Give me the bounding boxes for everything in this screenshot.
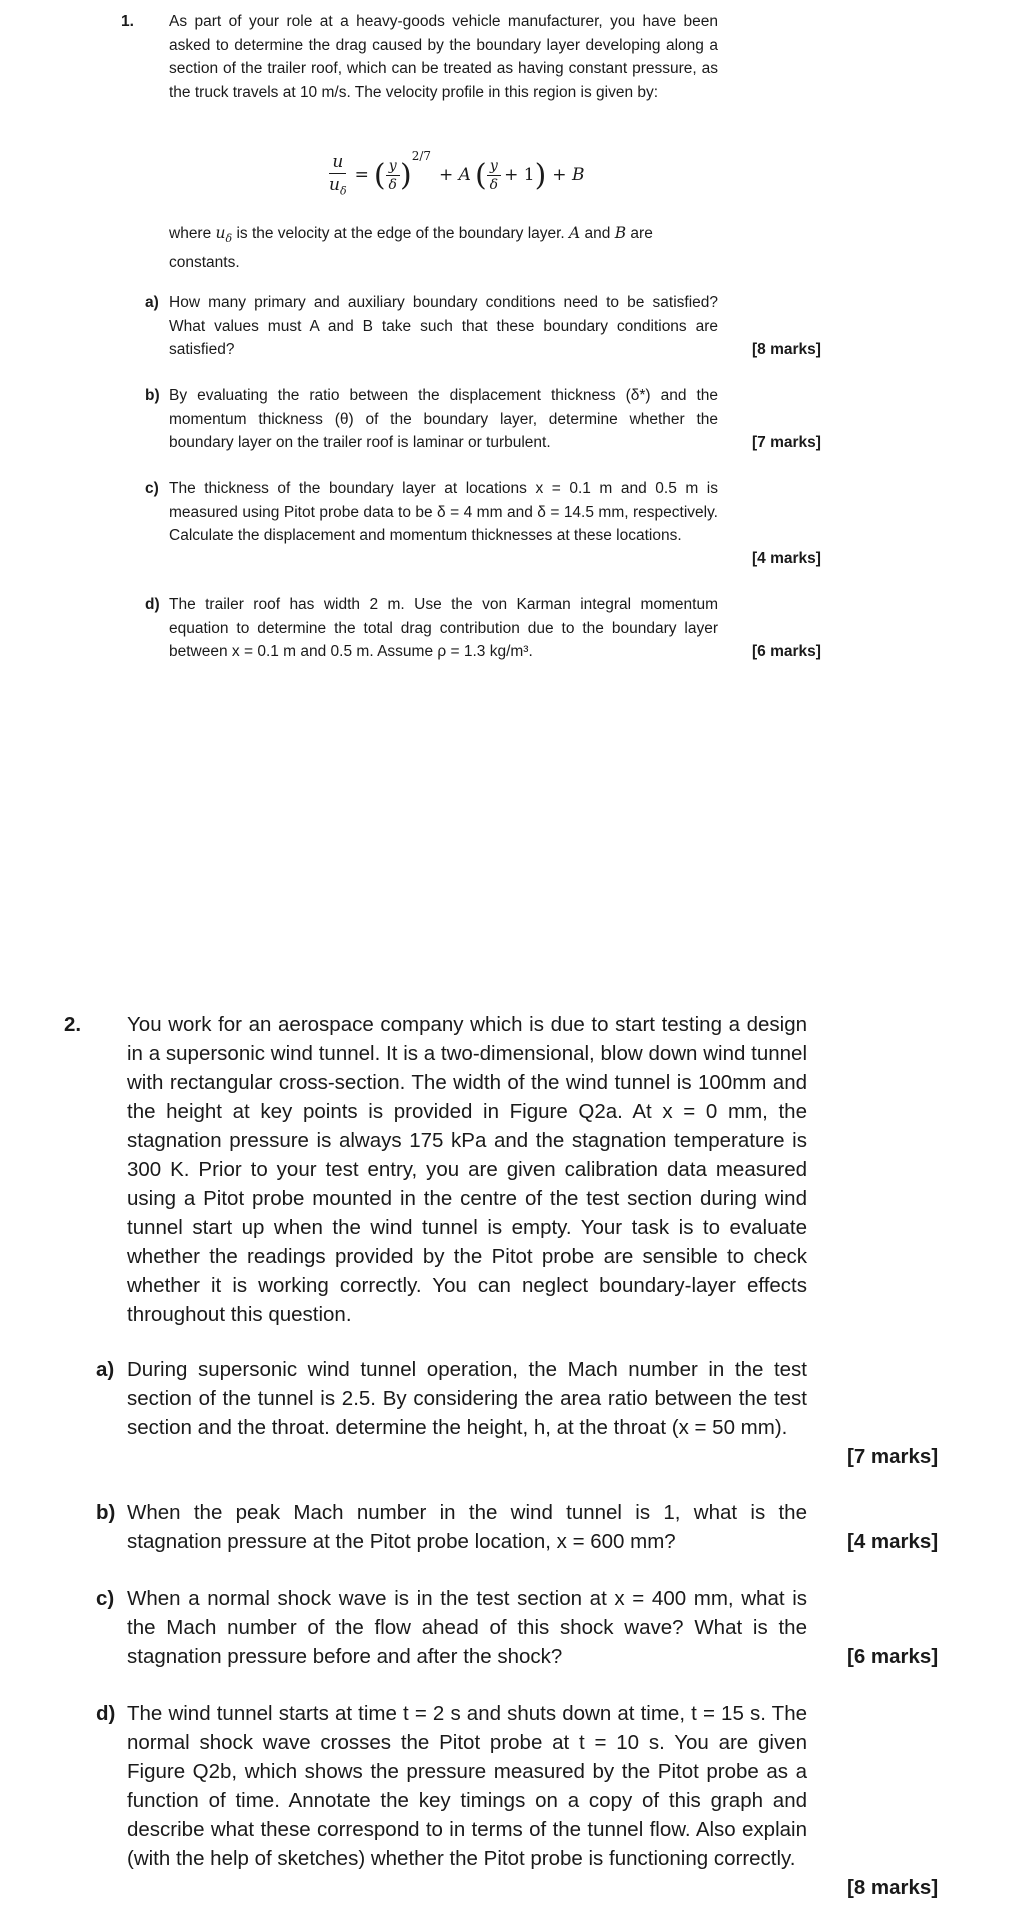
equation-frac-denominator: δ [388, 176, 397, 193]
q2-part-b-marks: [4 marks] [847, 1530, 939, 1553]
question-1-intro: As part of your role at a heavy-goods vehicle manufacturer, you have been asked to determine the drag caused by the boundary layer developing along a section of the trailer roof, which can be treated as having constant pressure, as the truck travels at 10 m/s. The velocity profile in this region is given by: [169, 13, 718, 101]
question-2-number: 2. [64, 1013, 82, 1036]
q1-part-a-label: a) [145, 294, 159, 311]
q2-part-c-marks: [6 marks] [847, 1645, 939, 1668]
q1-part-d-text: The trailer roof has width 2 m. Use the von Karman integral momentum equation to determine the total drag contribution due to the boundary layer between x = 0.1 m and 0.5 m. Assume ρ = 1.3 kg/m³. [169, 596, 718, 660]
q1-part-d-label: d) [145, 596, 160, 613]
where-clause [169, 222, 718, 274]
equation-equals: = [354, 165, 369, 185]
q2-part-d-label: d) [96, 1702, 116, 1725]
where-b: B [614, 224, 627, 242]
equation-plus-one: + 1 [504, 165, 535, 185]
q1-part-b-marks: [7 marks] [752, 434, 821, 451]
q2-part-d-text: The wind tunnel starts at time t = 2 s and shuts down at time, t = 15 s. The normal shock wave crosses the Pitot probe at t = 10 s. You are given Figure Q2b, which shows the pressure measured by the Pitot probe as a function of time. Annotate the key timings on a copy of this graph and describe what these correspond to in terms of the tunnel flow. Also explain (with the help of sketches) whether the Pitot probe is functioning correctly. [127, 1702, 807, 1870]
question-2-intro: You work for an aerospace company which is due to start testing a design in a supersonic wind tunnel. It is a two-dimensional, blow down wind tunnel with rectangular cross-section. The width of the wind tunnel is 100mm and the height at key points is provided in Figure Q2a. At x = 0 mm, the stagnation pressure is always 175 kPa and the stagnation temperature is 300 K. Prior to your test entry, you are given calibration data measured using a Pitot probe mounted in the centre of the test section during wind tunnel start up when the wind tunnel is empty. Your task is to evaluate whether the readings provided by the Pitot probe are sensible to check whether it is working correctly. You can neglect boundary-layer effects throughout this question. [127, 1013, 807, 1326]
where-a: A [569, 224, 581, 242]
where-and: and [580, 225, 615, 242]
q1-part-b-text: By evaluating the ratio between the displacement thickness (δ*) and the momentum thickness (θ) of the boundary layer, determine whether the boundary layer on the trailer roof is laminar or turbulent. [169, 387, 718, 451]
where-prefix: where [169, 225, 216, 242]
q2-part-d-marks: [8 marks] [847, 1876, 939, 1899]
q2-part-b-label: b) [96, 1501, 116, 1524]
q1-part-a-marks: [8 marks] [752, 341, 821, 358]
q2-part-c-label: c) [96, 1587, 115, 1610]
where-text-1: is the velocity at the edge of the boundary layer. [232, 225, 570, 242]
q2-part-c-text: When a normal shock wave is in the test section at x = 400 mm, what is the Mach number of the flow ahead of this shock wave? What is the stagnation pressure before and after the shock? [127, 1587, 807, 1668]
q1-part-a-text: How many primary and auxiliary boundary conditions need to be satisfied? What values must A and B take such that these boundary conditions are satisfied? [169, 294, 718, 358]
equation-lhs-denominator: u [329, 175, 340, 196]
q1-part-b-label: b) [145, 387, 160, 404]
where-symbol: u [215, 224, 226, 242]
equation-lhs-fraction [326, 152, 350, 197]
question-1-number: 1. [121, 13, 134, 30]
where-subscript: δ [225, 232, 233, 246]
q1-part-c-marks: [4 marks] [752, 550, 821, 567]
equation-plus-a: + A [439, 165, 471, 185]
equation-frac2-denominator: δ [489, 176, 499, 193]
q2-part-a-marks: [7 marks] [847, 1445, 939, 1468]
equation-lhs-denominator-sub: δ [339, 184, 347, 198]
q1-part-c-label: c) [145, 480, 159, 497]
velocity-profile-equation: $\frac{u}{u_\delta}$ = ( $\frac{y}{\delta}$ ) 2/7 + A ( $\frac{y}{\delta}$ + 1 ) + B [326, 145, 584, 205]
q2-part-b-text: When the peak Mach number in the wind tunnel is 1, what is the stagnation pressure at the Pitot probe location, x = 600 mm? [127, 1501, 807, 1553]
equation-plus-b: + B [552, 165, 585, 185]
equation-exponent: 2/7 [411, 149, 432, 163]
equation-y-over-delta-2 [487, 158, 501, 193]
q2-part-a-text: During supersonic wind tunnel operation, the Mach number in the test section of the tunnel is 2.5. By considering the area ratio between the test section and the throat. determine the height, h, at the throat (x = 50 mm). [127, 1358, 807, 1439]
q2-part-a-label: a) [96, 1358, 115, 1381]
equation-frac-numerator: y [386, 158, 400, 176]
equation-y-over-delta [386, 158, 400, 193]
equation-lhs-numerator: u [329, 152, 346, 174]
q1-part-d-marks: [6 marks] [752, 643, 821, 660]
equation-frac2-numerator: y [487, 158, 501, 176]
where-text-2: are constants. [169, 225, 653, 271]
q1-part-c-text: The thickness of the boundary layer at locations x = 0.1 m and 0.5 m is measured using Pitot probe data to be δ = 4 mm and δ = 14.5 mm, respectively. Calculate the displacement and momentum thicknesses at these locations. [169, 480, 718, 544]
